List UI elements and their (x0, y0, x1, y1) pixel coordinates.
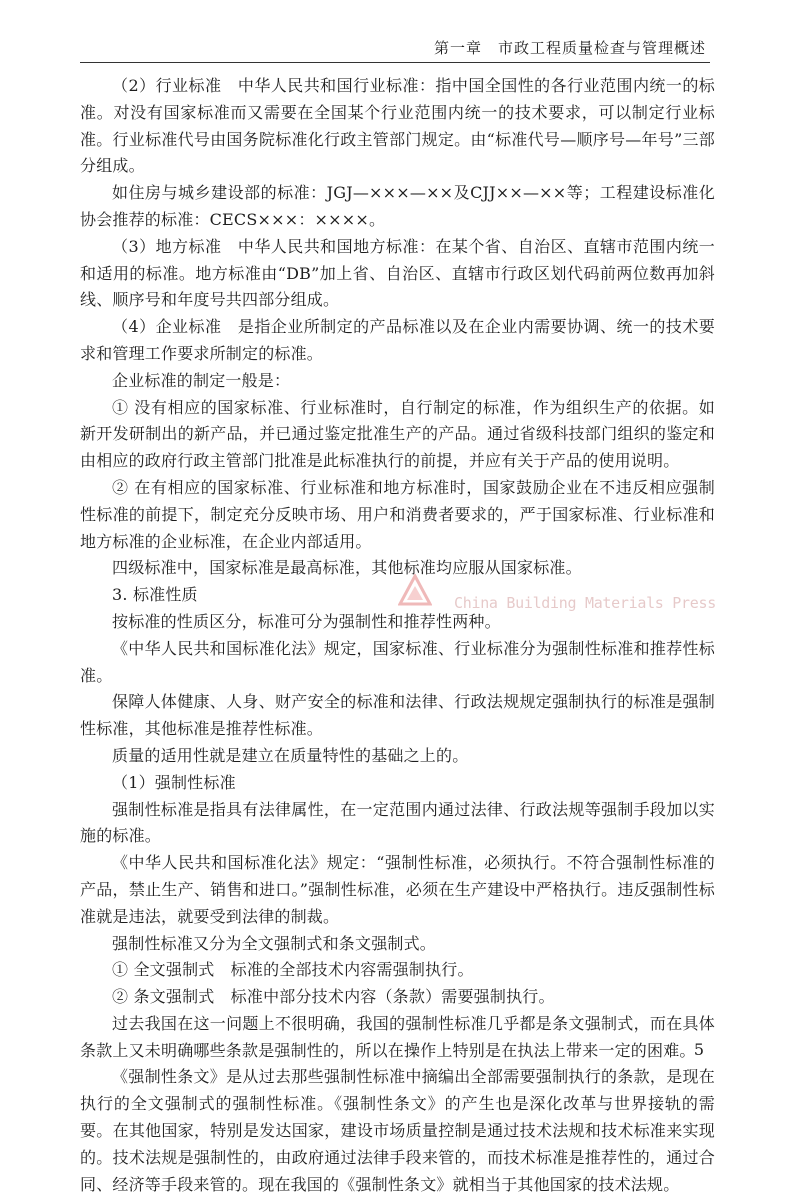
paragraph-four-levels: 四级标准中，国家标准是最高标准，其他标准均应服从国家标准。 (112, 558, 582, 578)
paragraph-clause-mandatory: ② 条文强制式 标准中部分技术内容（条款）需要强制执行。 (112, 987, 555, 1007)
paragraph-mandatory-provisions: 《强制性条文》是从过去那些强制性标准中摘编出全部需要强制执行的条款，是现在执行的全文强制式的强制性标准。《强制性条文》的产生也是深化改革与世界接轨的需要。在其他国家，特别是发达国家，建设市场质量控制是通过技术法规和技术标准来实现的。技术法规是强制性的，由政府通过法律手段来管的，而技术标准是推荐性的，通过合同、经济等手段来管的。现在我国的《强制性条文》就相当于其他国家的技术法规。 (80, 1067, 715, 1194)
paragraph-standardization-law: 《中华人民共和国标准化法》规定，国家标准、行业标准分为强制性标准和推荐性标准。 (80, 638, 715, 685)
paragraph-nature-types: 按标准的性质区分，标准可分为强制性和推荐性两种。 (112, 611, 501, 631)
subheading-mandatory-standard: （1）强制性标准 (112, 772, 236, 792)
section-heading-standard-nature: 3. 标准性质 (112, 585, 198, 605)
page-number: 5 (693, 1040, 704, 1059)
paragraph-enterprise-intro: 企业标准的制定一般是： (112, 370, 291, 390)
chapter-title: 第一章 市政工程质量检查与管理概述 (433, 39, 706, 57)
watermark-english-text: China Building Materials Press (454, 594, 716, 612)
running-header (80, 38, 710, 63)
paragraph-mandatory-forms: 强制性标准又分为全文强制式和条文强制式。 (112, 933, 437, 953)
paragraph-enterprise-standard: （4）企业标准 是指企业所制定的产品标准以及在企业内需要协调、统一的技术要求和管理工作要求所制定的标准。 (80, 317, 715, 363)
paragraph-mandatory-law: 《中华人民共和国标准化法》规定：“强制性标准，必须执行。不符合强制性标准的产品，禁止生产、销售和进口。”强制性标准，必须在生产建设中严格执行。违反强制性标准就是违法，就要受到法律的制裁。 (80, 853, 715, 926)
paragraph-enterprise-case-2: ② 在有相应的国家标准、行业标准和地方标准时，国家鼓励企业在不违反相应强制性标准的前提下，制定充分反映市场、用户和消费者要求的，严于国家标准、行业标准和地方标准的企业标准，在企业内部适用。 (80, 477, 715, 551)
paragraph-enterprise-case-1: ① 没有相应的国家标准、行业标准时，自行制定的标准，作为组织生产的依据。如新开发研制出的新产品，并已通过鉴定批准生产的产品。通过省级科技部门组织的鉴定和由相应的政府行政主管部门批准是此标准执行的前提，并应有关于产品的使用说明。 (80, 397, 715, 471)
paragraph-safety-standards: 保障人体健康、人身、财产安全的标准和法律、行政法规规定强制执行的标准是强制性标准，其他标准是推荐性标准。 (80, 692, 715, 739)
paragraph-past-situation: 过去我国在这一问题上不很明确，我国的强制性标准几乎都是条文强制式，而在具体条款上又未明确哪些条款是强制性的，所以在操作上特别是在执法上带来一定的困难。 (80, 1013, 715, 1060)
paragraph-mandatory-definition: 强制性标准是指具有法律属性，在一定范围内通过法律、行政法规等强制手段加以实施的标准。 (80, 799, 715, 846)
paragraph-local-standard: （3）地方标准 中华人民共和国地方标准：在某个省、自治区、直辖市范围内统一和适用的标准。地方标准由“DB”加上省、自治区、直辖市行政区划代码前两位数再加斜线、顺序号和年度号共四部分组成。 (80, 236, 715, 310)
paragraph-industry-examples: 如住房与城乡建设部的标准：JGJ—×××—××及CJJ××—××等；工程建设标准化协会推荐的标准：CECS×××：××××。 (80, 183, 715, 229)
page-body (80, 73, 715, 1198)
paragraph-industry-standard: （2）行业标准 中华人民共和国行业标准：指中国全国性的各行业范围内统一的标准。对没有国家标准而又需要在全国某个行业范围内统一的技术要求，可以制定行业标准。行业标准代号由国务院标准化行政主管部门规定。由“标准代号—顺序号—年号”三部分组成。 (80, 76, 715, 176)
publisher-logo-icon (398, 574, 432, 608)
publisher-watermark (398, 568, 716, 618)
paragraph-quality-applicability: 质量的适用性就是建立在质量特性的基础之上的。 (112, 745, 469, 765)
paragraph-full-text-mandatory: ① 全文强制式 标准的全部技术内容需强制执行。 (112, 960, 474, 980)
